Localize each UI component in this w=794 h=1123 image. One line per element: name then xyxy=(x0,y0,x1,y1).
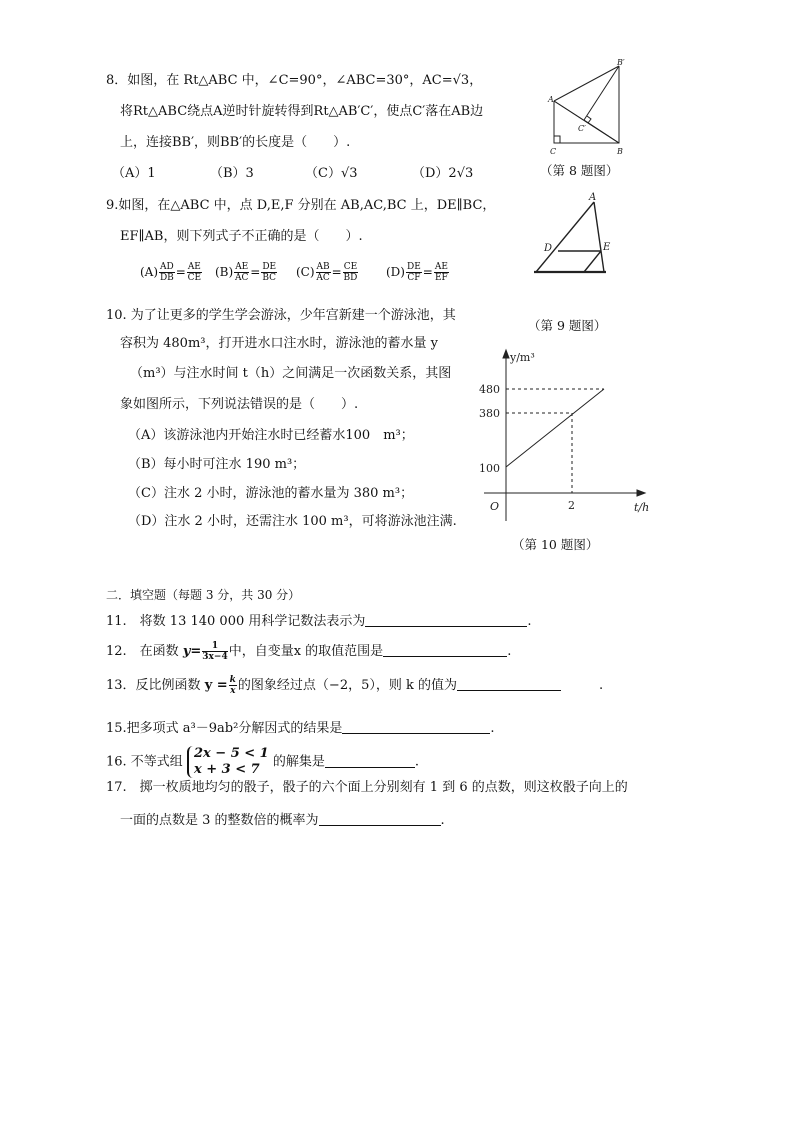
q9-option-b-label: (B) xyxy=(215,265,234,279)
q8-triangle-diagram xyxy=(540,58,630,158)
q10-option-b: （B）每小时可注水 190 m³； xyxy=(128,457,306,472)
q9-option-c-frac1: $\frac{AB}{AC}$ xyxy=(316,262,330,283)
q9-label-d: D xyxy=(544,243,553,254)
q9-side-ac xyxy=(594,202,604,272)
q10-option-a: （A）该游泳池内开始注水时已经蓄水100 m³； xyxy=(128,428,414,443)
q10-ytick-100: 100 xyxy=(479,462,500,475)
section2-heading: 二．填空题（每题 3 分，共 30 分） xyxy=(106,588,301,602)
q9-label-e: E xyxy=(603,242,611,253)
q17-answer-blank[interactable] xyxy=(319,811,441,826)
q8-line1: 8．如图，在 Rt△ABC 中，∠C=90°，∠ABC=30°，AC=√3， xyxy=(106,73,483,88)
q9-line2: EF∥AB，则下列式子不正确的是（ ）. xyxy=(120,229,363,244)
q13-text-pre: 13．反比例函数 xyxy=(106,678,201,693)
q8-outer-lines xyxy=(554,66,619,143)
q13: 13．反比例函数 y = $\frac{k}{x}$ 的图象经过点（−2，5），则 k 的值为 . xyxy=(106,675,604,696)
q9-option-c: (C) $\frac{AB}{AC}$ = $\frac{CE}{BD}$ xyxy=(296,262,358,283)
q17-text: 一面的点数是 3 的整数倍的概率为 xyxy=(120,813,319,828)
q15: 15.把多项式 a³－9ab²分解因式的结果是 . xyxy=(106,721,495,736)
q8-caption: （第 8 题图） xyxy=(540,163,619,178)
q10-line-graph xyxy=(506,389,604,467)
q9-option-c-frac2: $\frac{CE}{BD}$ xyxy=(343,262,358,283)
q10-line1: 10. 为了让更多的学生学会游泳，少年宫新建一个游泳池，其 xyxy=(106,308,456,323)
q8-option-d: （D）2√3 xyxy=(412,166,474,181)
q12-answer-blank[interactable] xyxy=(383,642,507,657)
q8-side-abp xyxy=(554,66,619,101)
q16-inequality-system: 2x − 5 < 1 x + 3 < 7 xyxy=(187,746,269,778)
q10-xtick-2: 2 xyxy=(568,499,575,512)
q8-label-cp: C′ xyxy=(578,124,586,133)
q9-option-d-label: (D) xyxy=(386,265,405,279)
q15-answer-blank[interactable] xyxy=(342,719,490,734)
q8-line-cpb xyxy=(584,120,619,143)
q8-label-b: B xyxy=(617,147,623,156)
q13-text-post: 的图象经过点（−2，5），则 k 的值为 xyxy=(237,678,457,693)
q13-y: y = xyxy=(204,678,228,693)
q10-caption: （第 10 题图） xyxy=(512,537,599,552)
q9-option-b: (B) $\frac{AE}{AC}$ = $\frac{DE}{BC}$ xyxy=(215,262,277,283)
q9-side-ab xyxy=(536,202,594,272)
q8-line2: 将Rt△ABC绕点A逆时针旋转得到Rt△AB′C′，使点C′落在AB边 xyxy=(120,104,484,119)
q10-y-arrow xyxy=(503,350,509,358)
q8-option-b: （B）3 xyxy=(210,166,254,181)
q10-y-label: y/m³ xyxy=(510,351,535,364)
q13-fraction: $\frac{k}{x}$ xyxy=(229,675,236,696)
q16-text-post: 的解集是 xyxy=(272,754,325,770)
q12: 12. 在函数 y= $\frac{1}{3x-4}$ 中，自变量x 的取值范围是 . xyxy=(106,641,512,662)
q10-graph-svg xyxy=(468,345,668,525)
q9-line1: 9.如图，在△ABC 中，点 D,E,F 分别在 AB,AC,BC 上，DE∥BC， xyxy=(106,198,496,213)
q12-y: y= xyxy=(182,644,202,659)
q13-answer-blank[interactable] xyxy=(457,676,561,691)
q9-option-a: (A) $\frac{AD}{DB}$ = $\frac{AE}{CE}$ xyxy=(140,262,202,283)
q8-label-a: A xyxy=(548,95,554,104)
q9-option-b-frac2: $\frac{DE}{BC}$ xyxy=(262,262,277,283)
q11: 11. 将数 13 140 000 用科学记数法表示为 . xyxy=(106,614,532,629)
q9-option-d-frac1: $\frac{DE}{CF}$ xyxy=(406,262,421,283)
q9-line-ef xyxy=(584,251,601,272)
q9-option-c-label: (C) xyxy=(296,265,315,279)
q12-fraction: $\frac{1}{3x-4}$ xyxy=(202,641,228,662)
q9-option-a-frac1: $\frac{AD}{DB}$ xyxy=(159,262,174,283)
q16: 16. 不等式组 2x − 5 < 1 x + 3 < 7 的解集是 . xyxy=(106,746,420,777)
q9-option-d-frac2: $\frac{AE}{EF}$ xyxy=(434,262,448,283)
q8-option-c: （C）√3 xyxy=(305,166,358,181)
q12-text-post: 中，自变量x 的取值范围是 xyxy=(228,644,384,659)
q9-caption: （第 9 题图） xyxy=(528,318,607,333)
q17-line1: 17. 掷一枚质地均匀的骰子，骰子的六个面上分别刻有 1 到 6 的点数，则这枚骰子向上的 xyxy=(106,780,628,795)
q10-x-arrow xyxy=(637,490,645,496)
q11-answer-blank[interactable] xyxy=(365,612,527,627)
q12-text-pre: 12. 在函数 xyxy=(106,644,179,659)
q17-line2: 一面的点数是 3 的整数倍的概率为 . xyxy=(120,813,445,828)
q10-ytick-380: 380 xyxy=(479,407,500,420)
q10-line3: （m³）与注水时间 t（h）之间满足一次函数关系，其图 xyxy=(130,366,452,381)
q10-line4: 象如图所示，下列说法错误的是（ ）. xyxy=(120,397,359,412)
q9-option-b-frac1: $\frac{AE}{AC}$ xyxy=(235,262,249,283)
q9-option-d: (D) $\frac{DE}{CF}$ = $\frac{AE}{EF}$ xyxy=(386,262,448,283)
q9-option-a-label: (A) xyxy=(140,265,159,279)
q8-label-bp: B′ xyxy=(617,58,625,67)
q8-side-bpcp xyxy=(584,66,619,120)
q10-option-d: （D）注水 2 小时，还需注水 100 m³，可将游泳池注满. xyxy=(128,514,457,529)
q11-text: 11. 将数 13 140 000 用科学记数法表示为 xyxy=(106,614,366,629)
q8-right-angle-c xyxy=(554,136,560,143)
q8-option-a: （A）1 xyxy=(112,166,156,181)
q9-label-a: A xyxy=(589,192,597,203)
q16-text-pre: 16. 不等式组 xyxy=(106,754,183,770)
q8-figure xyxy=(540,58,630,158)
q9-option-a-frac2: $\frac{AE}{CE}$ xyxy=(187,262,202,283)
q10-ytick-480: 480 xyxy=(479,383,500,396)
q10-x-label: t/h xyxy=(634,501,650,514)
q10-origin: O xyxy=(490,500,500,513)
q10-graph xyxy=(468,345,668,525)
q9-figure xyxy=(528,190,612,276)
q8-line3: 上，连接BB′，则BB′的长度是（ ）. xyxy=(120,135,351,150)
q10-option-c: （C）注水 2 小时，游泳池的蓄水量为 380 m³； xyxy=(128,486,414,501)
q9-triangle-diagram xyxy=(528,190,612,276)
q16-answer-blank[interactable] xyxy=(325,753,415,768)
q15-text: 15.把多项式 a³－9ab²分解因式的结果是 xyxy=(106,721,343,736)
q8-label-c: C xyxy=(550,147,557,156)
q10-line2: 容积为 480m³，打开进水口注水时，游泳池的蓄水量 y xyxy=(120,336,438,351)
